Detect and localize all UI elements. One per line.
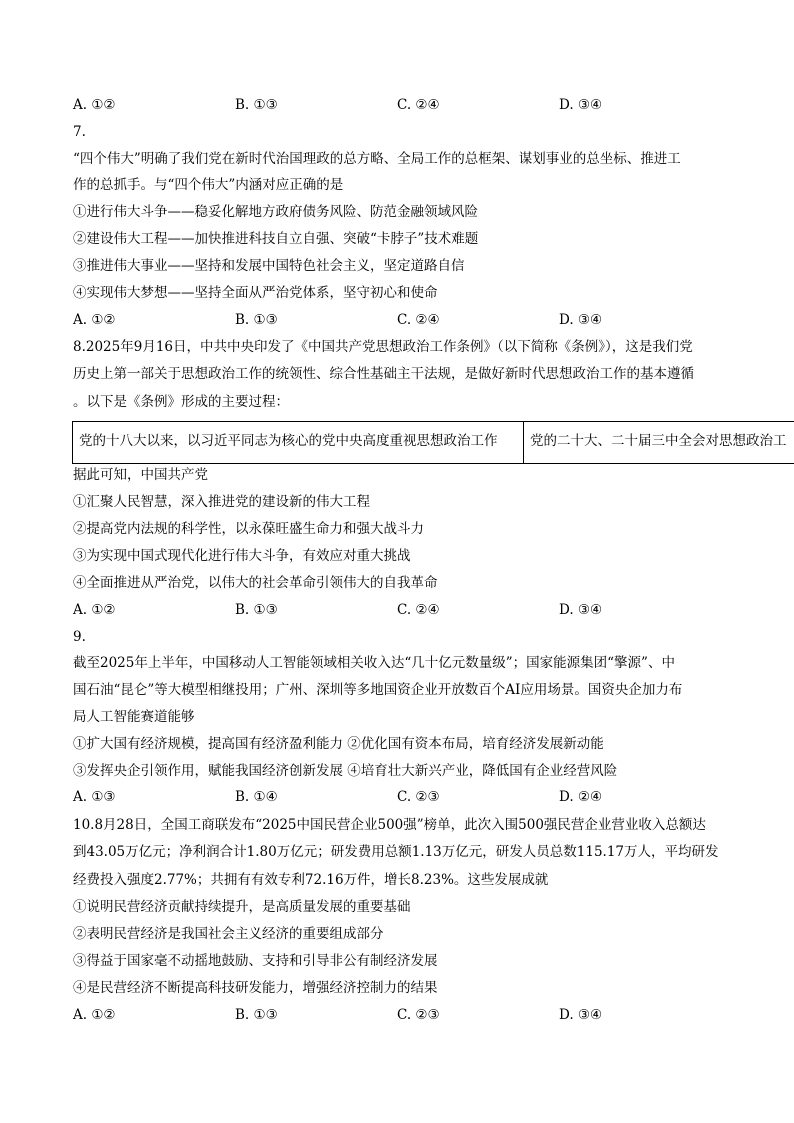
q6-options — [73, 97, 713, 117]
q10-options — [73, 1007, 713, 1027]
q7-stem-line: “四个伟大”明确了我们党在新时代治国理政的总方略、全局工作的总框架、谋划事业的总坐标、推进工 — [73, 151, 681, 167]
q8-process-table — [72, 421, 794, 464]
q8-lead: 据此可知，中国共产党 — [73, 467, 208, 483]
q9-option-a[interactable]: A. ①③ — [73, 789, 116, 805]
q10-item-1: ①说明民营经济贡献持续提升，是高质量发展的重要基础 — [73, 899, 411, 915]
q9-option-d[interactable]: D. ②④ — [559, 789, 603, 805]
q9-option-c[interactable]: C. ②③ — [397, 789, 440, 805]
q9-items-row-2: ③发挥央企引领作用，赋能我国经济创新发展 ④培育壮大新兴产业，降低国有企业经营风险 — [73, 763, 618, 779]
q7-item-2: ②建设伟大工程——加快推进科技自立自强、突破“卡脖子”技术难题 — [73, 231, 479, 247]
q7-item-4: ④实现伟大梦想——坚持全面从严治党体系，坚守初心和使命 — [73, 285, 438, 301]
q9-stem-line: 国石油“昆仑”等大模型相继投用；广州、深圳等多地国资企业开放数百个AI应用场景。国资央企加力布 — [73, 682, 683, 698]
q9-options — [73, 789, 713, 809]
q8-stem-line: 。以下是《条例》形成的主要过程： — [73, 394, 289, 410]
q7-option-a[interactable]: A. ①② — [73, 312, 116, 328]
q8-option-a[interactable]: A. ①② — [73, 602, 116, 618]
q9-number: 9. — [73, 629, 86, 645]
q8-item-2: ②提高党内法规的科学性，以永葆旺盛生命力和强大战斗力 — [73, 521, 424, 537]
q7-options — [73, 312, 713, 332]
q10-option-b[interactable]: B. ①③ — [235, 1007, 278, 1023]
q6-option-d[interactable]: D. ③④ — [559, 97, 603, 113]
q8-options — [73, 602, 713, 622]
q9-option-b[interactable]: B. ①④ — [235, 789, 278, 805]
q8-stem-line: 历史上第一部关于思想政治工作的统领性、综合性基础主干法规，是做好新时代思想政治工作的基本遵循 — [73, 366, 694, 382]
q10-option-a[interactable]: A. ①② — [73, 1007, 116, 1023]
q8-item-3: ③为实现中国式现代化进行伟大斗争，有效应对重大挑战 — [73, 548, 411, 564]
q10-option-c[interactable]: C. ②③ — [397, 1007, 440, 1023]
q8-table-cell-2: 党的二十大、二十届三中全会对思想政治工 — [530, 433, 787, 449]
q10-option-d[interactable]: D. ③④ — [559, 1007, 603, 1023]
q9-stem-line: 截至2025年上半年，中国移动人工智能领域相关收入达“几十亿元数量级”；国家能源集团“擎源”、中 — [73, 655, 675, 671]
q10-item-4: ④是民营经济不断提高科技研发能力，增强经济控制力的结果 — [73, 980, 438, 996]
q7-option-b[interactable]: B. ①③ — [235, 312, 278, 328]
q6-option-c[interactable]: C. ②④ — [397, 97, 440, 113]
q10-stem-line: 经费投入强度2.77%；共拥有有效专利72.16万件，增长8.23%。这些发展成就 — [73, 872, 549, 888]
q10-stem-line: 10.8月28日，全国工商联发布“2025中国民营企业500强”榜单，此次入围500强民营企业营业收入总额达 — [73, 817, 706, 833]
q7-number: 7. — [73, 124, 86, 140]
q7-option-c[interactable]: C. ②④ — [397, 312, 440, 328]
q6-option-b[interactable]: B. ①③ — [235, 97, 278, 113]
q7-stem-line: 作的总抓手。与“四个伟大”内涵对应正确的是 — [73, 177, 344, 193]
q7-option-d[interactable]: D. ③④ — [559, 312, 603, 328]
q8-item-1: ①汇聚人民智慧，深入推进党的建设新的伟大工程 — [73, 494, 370, 510]
q7-item-3: ③推进伟大事业——坚持和发展中国特色社会主义，坚定道路自信 — [73, 258, 465, 274]
q8-option-b[interactable]: B. ①③ — [235, 602, 278, 618]
q8-stem-line: 8.2025年9月16日，中共中央印发了《中国共产党思想政治工作条例》（以下简称《条例》），这是我们党 — [73, 339, 693, 355]
q8-option-d[interactable]: D. ③④ — [559, 602, 603, 618]
q10-item-3: ③得益于国家毫不动摇地鼓励、支持和引导非公有制经济发展 — [73, 953, 438, 969]
q10-item-2: ②表明民营经济是我国社会主义经济的重要组成部分 — [73, 926, 384, 942]
q10-stem-line: 到43.05万亿元；净利润合计1.80万亿元；研发费用总额1.13万亿元，研发人员总数115.17万人，平均研发 — [73, 844, 719, 860]
q8-option-c[interactable]: C. ②④ — [397, 602, 440, 618]
q7-item-1: ①进行伟大斗争——稳妥化解地方政府债务风险、防范金融领域风险 — [73, 204, 478, 220]
q6-option-a[interactable]: A. ①② — [73, 97, 116, 113]
q8-item-4: ④全面推进从严治党，以伟大的社会革命引领伟大的自我革命 — [73, 575, 438, 591]
q8-table-cell-1: 党的十八大以来，以习近平同志为核心的党中央高度重视思想政治工作 — [73, 422, 524, 463]
q9-items-row-1: ①扩大国有经济规模，提高国有经济盈利能力 ②优化国有资本布局，培育经济发展新动能 — [73, 736, 604, 752]
q9-stem-line: 局人工智能赛道能够 — [73, 709, 195, 725]
